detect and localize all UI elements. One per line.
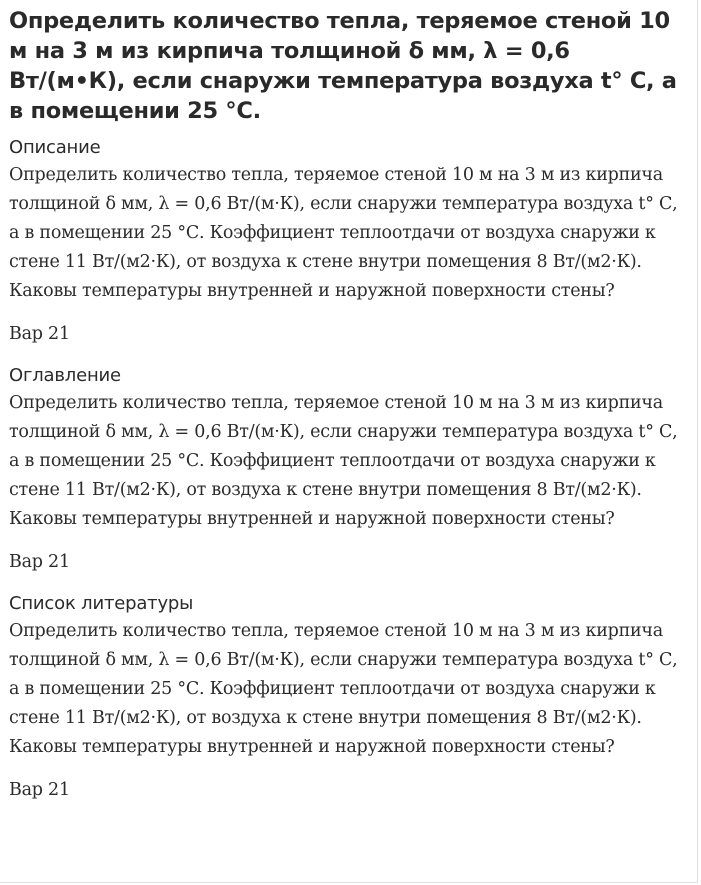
section-heading: Список литературы <box>9 593 194 614</box>
section-references <box>9 593 687 805</box>
variant-label: Вар 21 <box>9 780 70 800</box>
section-description <box>9 137 687 349</box>
section-contents <box>9 365 687 577</box>
section-heading: Оглавление <box>9 365 121 386</box>
section-text: Определить количество тепла, теряемое стеной 10 м на 3 м из кирпича толщиной δ мм, λ = 0,6 Вт/(м·К), если снаружи температура воздуха t° С, а в помещении 25 °С. Коэффициент теплоотдачи от воздуха снаружи к стене 11 Вт/(м2·К), от воздуха к стене внутри помещения 8 Вт/(м2·К). Каковы температуры внутренней и наружной поверхности стены? <box>9 621 678 757</box>
page-title: Определить количество тепла, теряемое стеной 10 м на 3 м из кирпича толщиной δ мм, λ = 0,6 Вт/(м•К), если снаружи температура воздуха t° С, а в помещении 25 °С. <box>9 8 677 124</box>
variant-label: Вар 21 <box>9 552 70 572</box>
variant-label: Вар 21 <box>9 324 70 344</box>
section-text: Определить количество тепла, теряемое стеной 10 м на 3 м из кирпича толщиной δ мм, λ = 0,6 Вт/(м·К), если снаружи температура воздуха t° С, а в помещении 25 °С. Коэффициент теплоотдачи от воздуха снаружи к стене 11 Вт/(м2·К), от воздуха к стене внутри помещения 8 Вт/(м2·К). Каковы температуры внутренней и наружной поверхности стены? <box>9 393 678 529</box>
section-heading: Описание <box>9 137 101 158</box>
section-text: Определить количество тепла, теряемое стеной 10 м на 3 м из кирпича толщиной δ мм, λ = 0,6 Вт/(м·К), если снаружи температура воздуха t° С, а в помещении 25 °С. Коэффициент теплоотдачи от воздуха снаружи к стене 11 Вт/(м2·К), от воздуха к стене внутри помещения 8 Вт/(м2·К). Каковы температуры внутренней и наружной поверхности стены? <box>9 165 678 301</box>
